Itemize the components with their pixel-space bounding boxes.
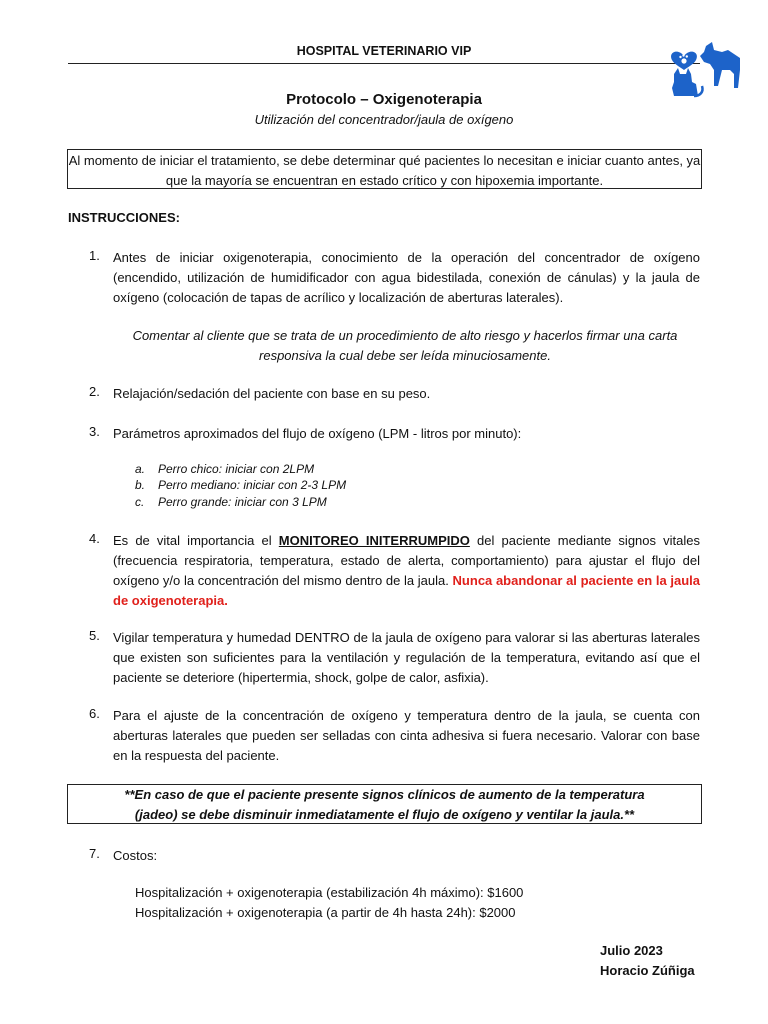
monitoring-emphasis: MONITOREO INITERRUMPIDO — [278, 533, 470, 548]
item-2-text: Relajación/sedación del paciente con base en su peso. — [113, 386, 431, 401]
item-3-number: 3. — [89, 424, 100, 439]
item-1-note: Comentar al cliente que se trata de un procedimiento de alto riesgo y hacerlos firmar una carta responsiva la cual debe ser leída minuciosamente. — [132, 328, 678, 363]
item-6-number: 6. — [89, 706, 100, 721]
sub-item-a: Perro chico: iniciar con 2LPM — [158, 462, 315, 476]
header-divider — [68, 63, 700, 64]
alert-line-2: (jadeo) se debe disminuir inmediatamente el flujo de oxígeno y ventilar la jaula.** — [134, 806, 635, 822]
item-4-number: 4. — [89, 531, 100, 546]
sub-item-c: Perro grande: iniciar con 3 LPM — [158, 495, 327, 509]
item-4-text-after: del paciente mediante signos vitales (frecuencia respiratoria, temperatura, estado de alerta, comportamiento) para ajustar el flujo del oxígeno y/o la concentración del mismo dentro de la jaula. — [113, 533, 701, 588]
item-4-text — [113, 531, 700, 611]
instructions-heading: INSTRUCCIONES: — [68, 210, 180, 225]
sub-letter-c: c. — [135, 495, 145, 509]
sub-letter-b: b. — [135, 478, 146, 492]
item-5-text: Vigilar temperatura y humedad DENTRO de la jaula de oxígeno para valorar si las aberturas laterales que existen son suficientes para la ventilación y regulación de la temperatura, evitando así que el paciente se deteriore (hipertermia, shock, golpe de calor, asfixia). — [113, 630, 700, 685]
item-1-number: 1. — [89, 248, 100, 263]
signature-date: Julio 2023 — [600, 943, 663, 958]
hospital-name: HOSPITAL VETERINARIO VIP — [296, 44, 472, 58]
sub-letter-a: a. — [135, 462, 146, 476]
intro-box: Al momento de iniciar el tratamiento, se debe determinar qué pacientes lo necesitan e iniciar cuanto antes, ya que la mayoría se encuentran en estado crítico y con hipoxemia importante. — [67, 149, 702, 189]
alert-line-1: **En caso de que el paciente presente signos clínicos de aumento de la temperatura — [124, 787, 645, 802]
alert-box — [67, 784, 702, 824]
document-subtitle: Utilización del concentrador/jaula de oxígeno — [254, 112, 514, 127]
item-4-text-before: Es de vital importancia el — [113, 533, 279, 548]
item-4-warning: Nunca abandonar al paciente en la jaula de oxigenoterapia. — [113, 573, 700, 608]
cost-line-2: Hospitalización + oxigenoterapia (a partir de 4h hasta 24h): $2000 — [135, 905, 516, 920]
cost-line-1: Hospitalización + oxigenoterapia (estabilización 4h máximo): $1600 — [135, 885, 524, 900]
item-2-number: 2. — [89, 384, 100, 399]
item-5-number: 5. — [89, 628, 100, 643]
item-1-text: Antes de iniciar oxigenoterapia, conocimiento de la operación del concentrador de oxígeno (encendido, utilización de humidificador con agua bidestilada, conexión de cánulas) y la jaula de oxígeno (colocación de tapas de acrílico y localización de aberturas laterales). — [113, 250, 700, 305]
item-7-number: 7. — [89, 846, 100, 861]
sub-item-b: Perro mediano: iniciar con 2-3 LPM — [158, 478, 347, 492]
item-3-text: Parámetros aproximados del flujo de oxígeno (LPM - litros por minuto): — [113, 426, 522, 441]
item-6-text: Para el ajuste de la concentración de oxígeno y temperatura dentro de la jaula, se cuenta con aberturas laterales que pueden ser selladas con cinta adhesiva si fuera necesario. Valorar con base en la respuesta del paciente. — [113, 708, 700, 763]
item-7-text: Costos: — [113, 848, 158, 863]
document-title: Protocolo – Oxigenoterapia — [286, 91, 482, 108]
signature-name: Horacio Zúñiga — [600, 963, 695, 978]
